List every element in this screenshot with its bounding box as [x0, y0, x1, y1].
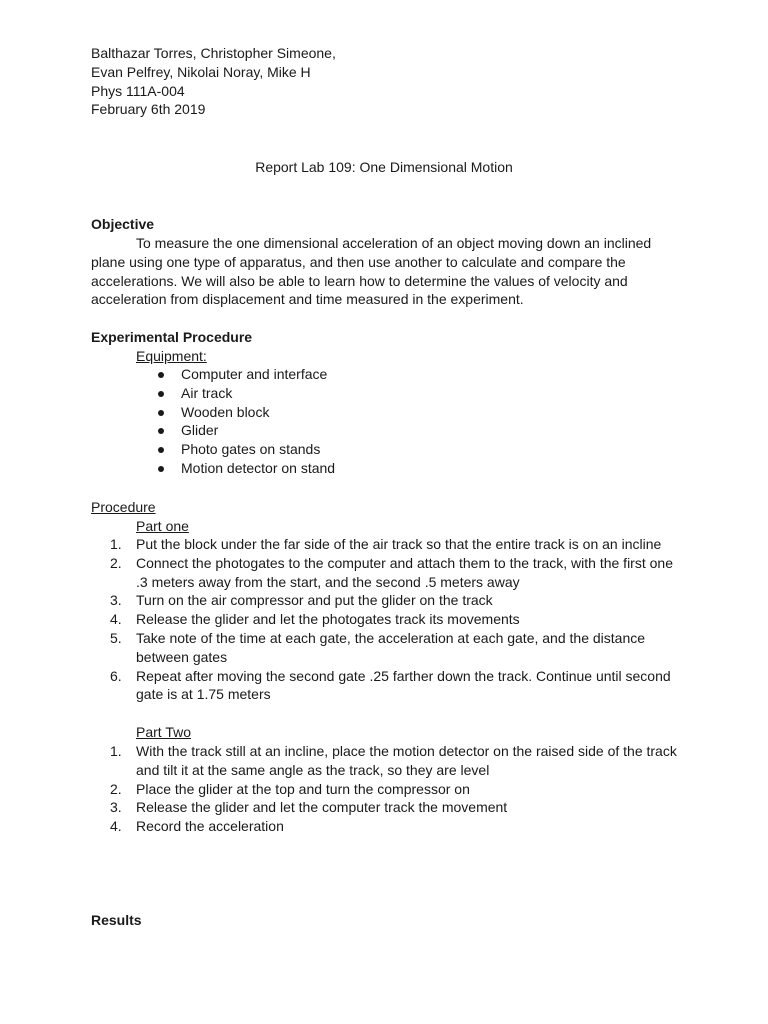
equipment-item — [158, 440, 335, 459]
step-text: Release the glider and let the photogates track its movements — [136, 611, 520, 628]
course-code: Phys 111A-004 — [91, 82, 185, 99]
equipment-item — [158, 403, 335, 422]
step-number: 4. — [110, 611, 122, 628]
part-one-label: Part one — [136, 518, 189, 534]
step-number: 2. — [110, 554, 122, 571]
equipment-item-text: Motion detector on stand — [181, 459, 336, 476]
part-two-label: Part Two — [136, 724, 191, 740]
step-number: 6. — [110, 667, 122, 684]
equipment-item-text: Photo gates on stands — [181, 441, 321, 458]
step-number: 2. — [110, 780, 122, 797]
part-one-step — [110, 591, 680, 610]
authors-line-2: Evan Pelfrey, Nikolai Noray, Mike H — [91, 63, 311, 80]
step-text: Record the acceleration — [136, 818, 284, 835]
authors-line-1: Balthazar Torres, Christopher Simeone, — [91, 45, 336, 61]
bullet-icon — [158, 410, 164, 416]
part-one-step — [110, 535, 680, 554]
step-text: Put the block under the far side of the air track so that the entire track is on an incline — [136, 536, 662, 552]
part-one-step — [110, 554, 680, 592]
step-number: 3. — [110, 799, 122, 816]
bullet-icon — [158, 428, 164, 434]
step-text: Turn on the air compressor and put the glider on the track — [136, 592, 493, 609]
report-title: Report Lab 109: One Dimensional Motion — [255, 159, 513, 175]
equipment-item — [158, 421, 335, 440]
step-text: Connect the photogates to the computer and attach them to the track, with the first one .3 meters away from the start, and the second .5 meters away — [136, 554, 673, 590]
objective-text: To measure the one dimensional acceleration of an object moving down an inclined plane using one type of apparatus, and then use another to calculate and compare the accelerations. We will also be able to learn how to determine the values of velocity and acceleration from displacement and time measured in the experiment. — [91, 235, 652, 308]
equipment-item-text: Wooden block — [181, 403, 270, 420]
procedure-heading: Experimental Procedure — [91, 329, 253, 345]
step-text: With the track still at an incline, place the motion detector on the raised side of the track and tilt it at the same angle as the track, so they are level — [136, 743, 677, 778]
equipment-item — [158, 365, 335, 384]
step-number: 1. — [110, 743, 122, 759]
part-two-step — [110, 742, 680, 780]
step-text: Repeat after moving the second gate .25 farther down the track. Continue until second gate is at 1.75 meters — [136, 667, 671, 703]
bullet-icon — [158, 447, 164, 453]
bullet-icon — [158, 466, 164, 472]
part-one-steps — [110, 535, 680, 704]
part-one-step — [110, 610, 680, 629]
part-two-step — [110, 780, 680, 799]
procedure-label: Procedure — [91, 499, 156, 515]
equipment-label: Equipment: — [136, 348, 207, 364]
report-date: February 6th 2019 — [91, 101, 206, 118]
bullet-icon — [158, 372, 164, 378]
equipment-item-text: Computer and interface — [181, 366, 328, 382]
equipment-list — [158, 365, 335, 478]
step-number: 3. — [110, 592, 122, 609]
equipment-item — [158, 384, 335, 403]
results-heading: Results — [91, 912, 142, 928]
equipment-item — [158, 459, 335, 478]
bullet-icon — [158, 391, 164, 397]
equipment-item-text: Glider — [181, 422, 219, 439]
part-one-step — [110, 667, 680, 705]
header-block — [91, 44, 691, 119]
part-two-step — [110, 798, 680, 817]
step-number: 1. — [110, 536, 122, 552]
part-two-step — [110, 817, 680, 836]
step-number: 4. — [110, 818, 122, 835]
part-two-steps — [110, 742, 680, 836]
step-number: 5. — [110, 629, 122, 646]
equipment-item-text: Air track — [181, 384, 233, 401]
objective-heading: Objective — [91, 216, 155, 232]
step-text: Take note of the time at each gate, the acceleration at each gate, and the distance between gates — [136, 629, 646, 665]
step-text: Release the glider and let the computer track the movement — [136, 799, 508, 816]
part-one-step — [110, 629, 680, 667]
step-text: Place the glider at the top and turn the compressor on — [136, 780, 470, 797]
